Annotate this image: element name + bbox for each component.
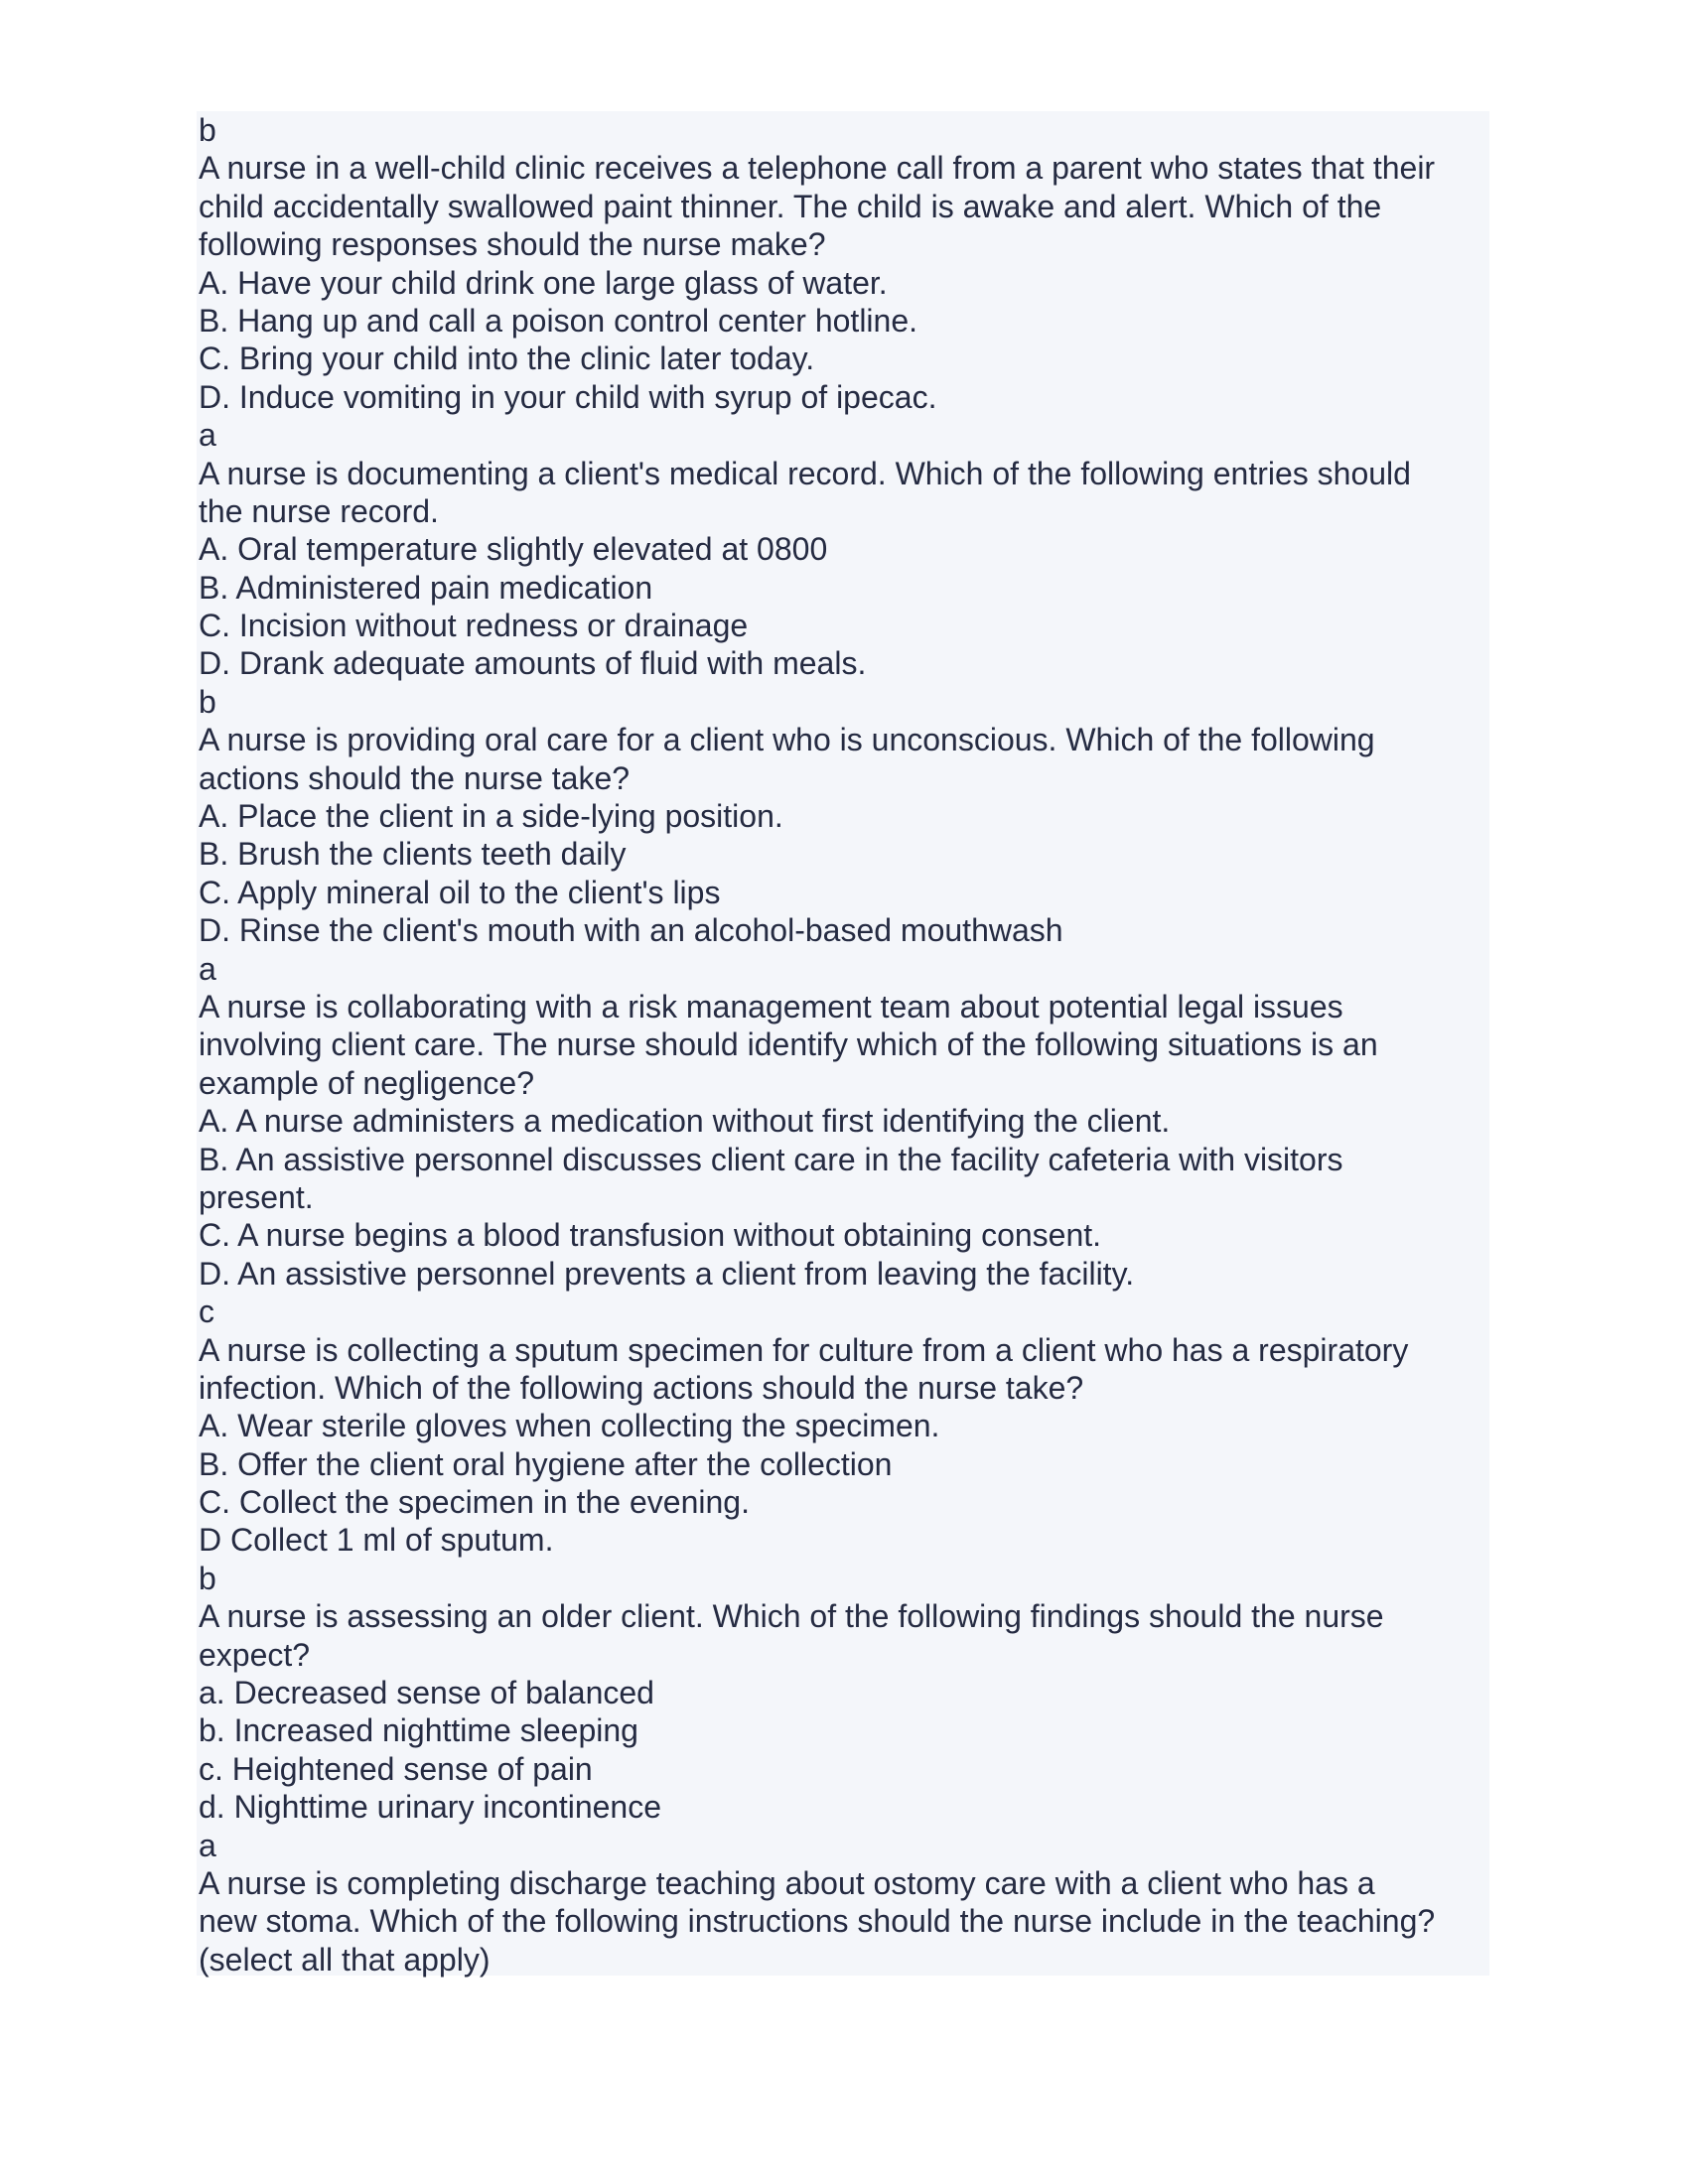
text-line: A. Place the client in a side-lying position. [199,798,783,835]
text-line: present. [199,1178,314,1215]
text-line: A. A nurse administers a medication without first identifying the client. [199,1103,1171,1140]
text-line: B. Hang up and call a poison control center hotline. [199,302,918,339]
text-line: involving client care. The nurse should identify which of the following situations is an [199,1026,1378,1063]
text-line: c [199,1294,214,1330]
text-line: new stoma. Which of the following instructions should the nurse include in the teaching? [199,1903,1436,1940]
text-line: A. Have your child drink one large glass of water. [199,264,888,301]
text-line: D. An assistive personnel prevents a client from leaving the facility. [199,1255,1135,1292]
text-line: actions should the nurse take? [199,759,631,796]
text-line: A nurse is collecting a sputum specimen for culture from a client who has a respiratory [199,1331,1409,1368]
text-line: B. Brush the clients teeth daily [199,836,627,873]
text-line: B. An assistive personnel discusses client care in the facility cafeteria with visitors [199,1141,1343,1177]
text-line: A nurse is documenting a client's medical record. Which of the following entries should [199,455,1411,491]
text-line: C. A nurse begins a blood transfusion without obtaining consent. [199,1217,1102,1254]
text-line: child accidentally swallowed paint thinner. The child is awake and alert. Which of the [199,188,1382,224]
text-line: following responses should the nurse make? [199,226,826,263]
text-line: A nurse is assessing an older client. Which of the following findings should the nurse [199,1598,1384,1635]
text-line: b. Increased nighttime sleeping [199,1712,638,1749]
text-line: D. Rinse the client's mouth with an alcohol-based mouthwash [199,912,1063,949]
text-line: a [199,1827,216,1863]
text-line: a. Decreased sense of balanced [199,1675,654,1711]
text-line: D Collect 1 ml of sputum. [199,1522,554,1559]
text-line: d. Nighttime urinary incontinence [199,1789,662,1826]
text-line: C. Collect the specimen in the evening. [199,1484,750,1521]
text-line: expect? [199,1636,311,1673]
text-line: (select all that apply) [199,1941,491,1978]
text-line: a [199,417,216,454]
text-line: D. Drank adequate amounts of fluid with meals. [199,645,867,682]
text-line: the nurse record. [199,492,439,529]
text-line: infection. Which of the following actions should the nurse take? [199,1369,1084,1406]
question-text-block [197,111,1489,1976]
text-line: A nurse in a well-child clinic receives a telephone call from a parent who states that their [199,150,1436,187]
text-line: b [199,112,216,148]
text-line: A. Oral temperature slightly elevated at 0800 [199,531,828,568]
text-line: c. Heightened sense of pain [199,1750,593,1787]
text-line: B. Offer the client oral hygiene after the collection [199,1445,893,1482]
text-line: A nurse is completing discharge teaching about ostomy care with a client who has a [199,1864,1375,1901]
text-line: D. Induce vomiting in your child with syrup of ipecac. [199,378,937,415]
text-line: A nurse is collaborating with a risk management team about potential legal issues [199,988,1343,1024]
text-line: A nurse is providing oral care for a client who is unconscious. Which of the following [199,722,1375,758]
text-line: A. Wear sterile gloves when collecting the specimen. [199,1408,940,1444]
text-line: b [199,683,216,720]
text-line: C. Bring your child into the clinic later today. [199,341,815,377]
text-line: example of negligence? [199,1064,535,1101]
text-line: C. Incision without redness or drainage [199,608,749,644]
text-line: b [199,1560,216,1596]
text-line: B. Administered pain medication [199,569,653,606]
text-line: C. Apply mineral oil to the client's lips [199,874,721,910]
text-line: a [199,950,216,987]
